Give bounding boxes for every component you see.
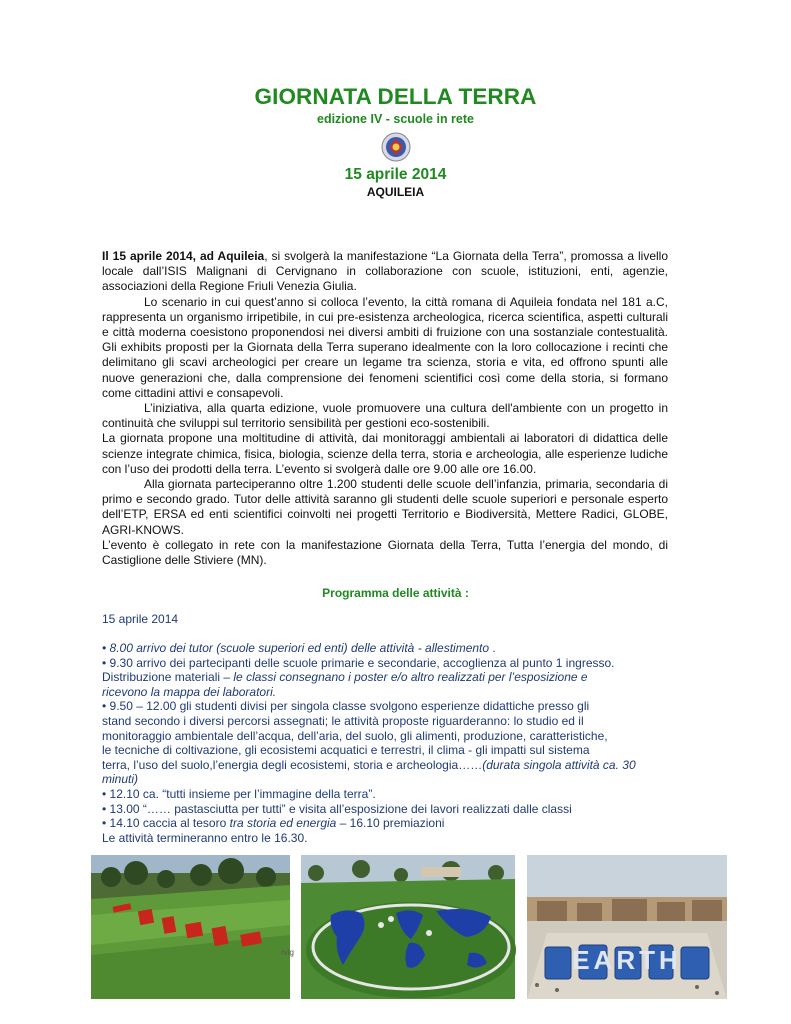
program-item: [102, 670, 682, 685]
paragraph-5: Alla giornata parteciperanno oltre 1.200 studenti delle scuole dell’infanzia, primaria, secondaria di primo e secondo grado. Tutor delle attività saranno gli studenti delle scuole superiori e personale esperto dell’ETP, ERSA ed enti scientifici coinvolti nei progetti Territorio e Biodiversità, Mettere Radici, GLOBE, AGRI-KNOWS.: [102, 477, 668, 537]
photo-square-earth-letters: [527, 855, 727, 999]
program-list: [102, 641, 682, 845]
program-date: 15 aprile 2014: [102, 612, 179, 626]
photo-earth-text: EARTH: [572, 945, 682, 975]
program-item: [102, 685, 682, 700]
program-item: [102, 772, 682, 787]
program-item: [102, 641, 682, 656]
program-item: stand secondo i diversi percorsi assegnati; le attività proposte riguarderanno: lo studio ed il: [102, 713, 584, 728]
program-item: • 12.10 ca. “tutti insieme per l’immagine della terra”.: [102, 786, 376, 801]
edition-subtitle: edizione IV - scuole in rete: [317, 112, 474, 126]
program-item: [102, 758, 682, 773]
program-item: • 9.30 arrivo dei partecipanti delle scuole primarie e secondarie, accoglienza al punto 1 ingresso.: [102, 655, 615, 670]
paragraph-6: L’evento è collegato in rete con la manifestazione Giornata della Terra, Tutta l’energia del mondo, di Castiglione delle Stiviere (MN).: [102, 537, 668, 568]
program-item-text: • 14.10 caccia al tesoro: [102, 816, 230, 831]
paragraph-1: [102, 249, 668, 295]
paragraph-3: L’iniziativa, alla quarta edizione, vuole promuovere una cultura dell'ambiente con un progetto in continuità che sviluppi sul territorio sensibilità per gestioni eco-sostenibili.: [102, 401, 668, 431]
program-item: monitoraggio ambientale dell’acqua, dell’aria, del suolo, gli alimenti, produzione, caratteristiche,: [102, 728, 608, 743]
event-date: 15 aprile 2014: [344, 166, 447, 183]
photo-field-red-letters: [91, 855, 294, 999]
event-place: AQUILEIA: [366, 185, 425, 199]
program-item: Le attività termineranno entro le 16.30.: [102, 830, 308, 845]
document-header: [0, 84, 791, 199]
program-item-italic: tra storia ed energia: [229, 816, 337, 831]
program-item-italic: le classi consegnano i poster e/o altro realizzati per l’esposizione e: [233, 670, 588, 685]
program-item-text: Distribuzione materiali –: [102, 670, 234, 685]
program-item: • 13.00 “…… pastasciutta per tutti” e visita all’esposizione dei lavori realizzati dalle classi: [102, 801, 572, 816]
school-emblem-icon: [381, 132, 411, 162]
program-item-italic: (durata singola attività ca. 30: [482, 757, 636, 772]
photo-field-world-map: [301, 855, 515, 999]
photo-overlay-text: rvig: [281, 948, 294, 957]
program-item-end: .: [489, 641, 496, 655]
program-item: le tecniche di coltivazione, gli ecosistemi acquatici e terrestri, il clima - gli impatti sul sistema: [102, 743, 590, 758]
program-title: Programma delle attività :: [322, 586, 469, 600]
program-item-text: • 8.00 arrivo dei tutor (scuole superiori ed enti) delle attività - allestimento: [102, 641, 490, 655]
program-item-text: – 16.10 premiazioni: [336, 816, 445, 831]
document-title: GIORNATA DELLA TERRA: [254, 84, 537, 109]
paragraph-2: Lo scenario in cui quest’anno si colloca l’evento, la città romana di Aquileia fondata nel 181 a.C, rappresenta un organismo irripetibile, in cui pre-esistenza archeologica, ricerca scientifica, aspetti culturali e città moderna coesistono proponendosi nei diversi ambiti di fruizione con una sostanziale contestualità. Gli exhibits proposti per la Giornata della Terra superano idealmente con la loro collocazione i recinti che delimitano gli scavi archeologici per creare un legame tra scienza, storia e vita, ed offrono spunti alle nuove generazioni che, dalla comprensione dei fenomeni scientifici così come della storia, si formano come cittadini attivi e consapevoli.: [102, 294, 668, 400]
intro-text: [102, 249, 668, 568]
program-item: [102, 816, 682, 831]
program-item-italic: minuti): [102, 772, 139, 787]
paragraph-1-lead: Il 15 aprile 2014, ad Aquileia: [102, 249, 265, 263]
paragraph-1-rest: , si svolgerà la manifestazione “La Giornata della Terra”, promossa a livello locale dall’ISIS Malignani di Cervignano in collaborazione con scuole, istituzioni, enti, agenzie, associazioni della Regione Friuli Venezia Giulia.: [102, 249, 668, 294]
program-item-italic: ricevono la mappa dei laboratori.: [102, 684, 277, 699]
program-item-text: terra, l’uso del suolo,l’energia degli ecosistemi, storia e archeologia……: [102, 757, 483, 772]
program-item: • 9.50 – 12.00 gli studenti divisi per singola classe svolgono esperienze didattiche presso gli: [102, 699, 590, 714]
paragraph-4: La giornata propone una moltitudine di attività, dai monitoraggi ambientali ai laboratori di didattica delle scienze integrate chimica, fisica, biologia, scienze della terra, storia e archeologia, alle esperienze ludiche con l’uso dei prodotti della terra. L’evento si svolgerà dalle ore 9.00 alle ore 16.00.: [102, 431, 668, 476]
